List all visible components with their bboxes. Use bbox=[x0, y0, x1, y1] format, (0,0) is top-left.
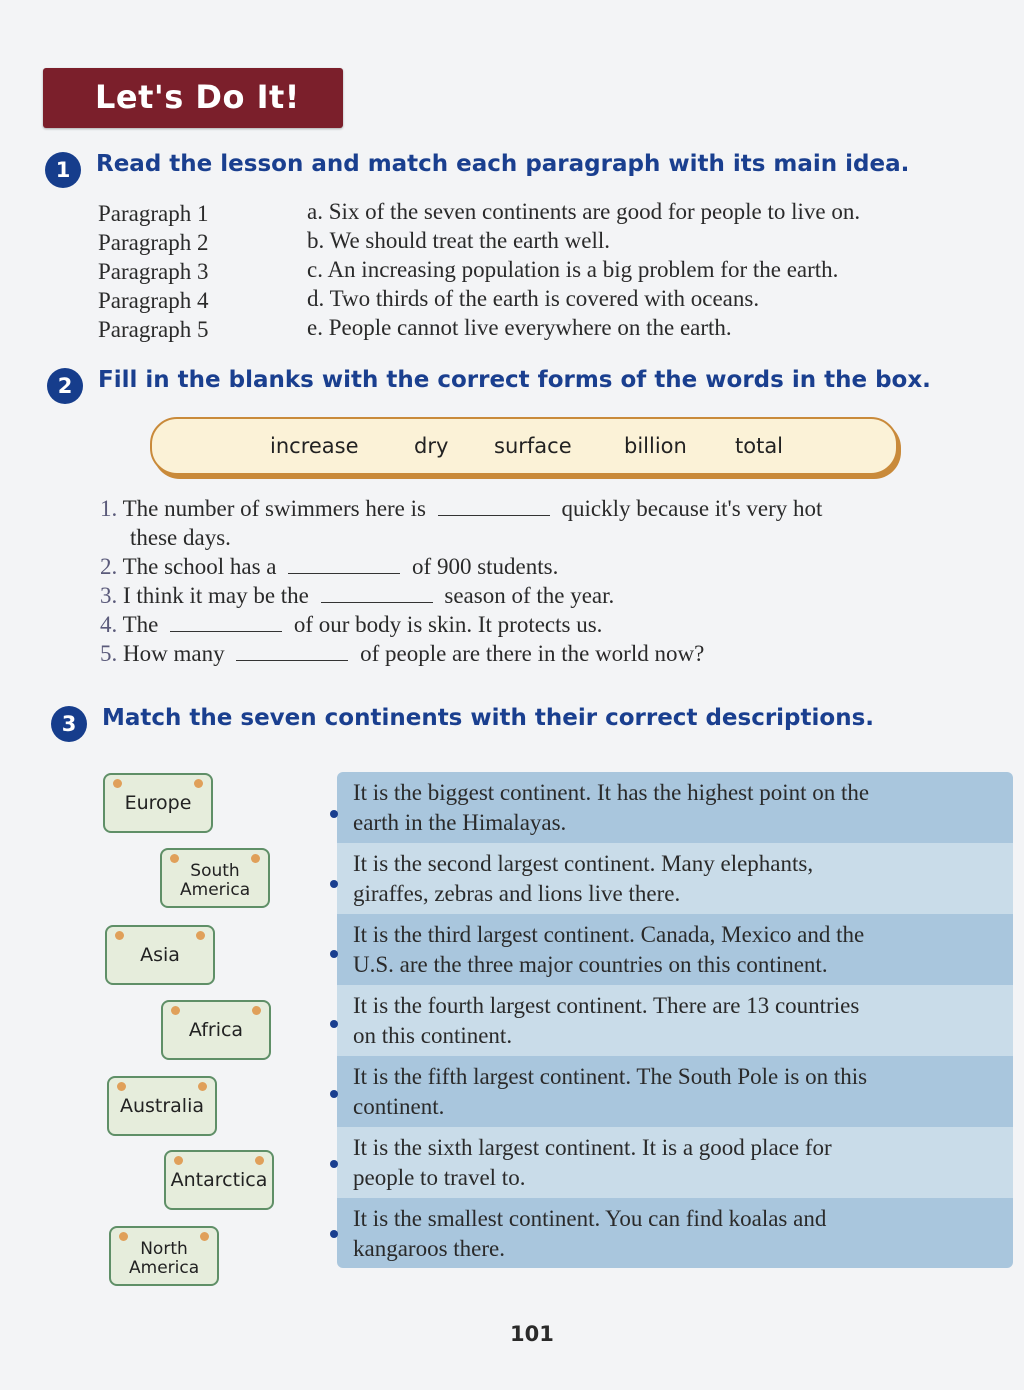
description-2[interactable]: It is the second largest continent. Many elephants, giraffes, zebras and lions live there. bbox=[337, 843, 1013, 914]
answer-blank[interactable] bbox=[438, 495, 550, 516]
sentence-3: 3. I think it may be the season of the year. bbox=[100, 583, 615, 608]
description-3[interactable]: It is the third largest continent. Canada, Mexico and the U.S. are the three major countries on this continent. bbox=[337, 914, 1013, 985]
continent-tag-south-america[interactable]: South America bbox=[160, 848, 270, 908]
main-idea-item: a. Six of the seven continents are good for people to live on. bbox=[307, 199, 861, 224]
continent-tag-asia[interactable]: Asia bbox=[105, 925, 215, 985]
match-dot-icon[interactable] bbox=[330, 1090, 338, 1098]
sentence-2: 2. The school has a of 900 students. bbox=[100, 554, 559, 579]
word-box-word: total bbox=[735, 434, 784, 458]
paragraph-label: Paragraph 4 bbox=[98, 288, 209, 313]
section-2-badge: 2 bbox=[47, 368, 83, 404]
continent-tag-australia[interactable]: Australia bbox=[107, 1076, 217, 1136]
paragraph-label: Paragraph 3 bbox=[98, 259, 209, 284]
pin-icon bbox=[252, 1006, 261, 1015]
fill-in-sentences bbox=[100, 494, 822, 668]
pin-icon bbox=[194, 779, 203, 788]
pin-icon bbox=[170, 854, 179, 863]
continent-tag-europe[interactable]: Europe bbox=[103, 773, 213, 833]
paragraph-label: Paragraph 1 bbox=[98, 201, 209, 226]
sentence-1: 1. The number of swimmers here is quickly because it's very hot bbox=[100, 496, 823, 521]
description-7[interactable]: It is the smallest continent. You can find koalas and kangaroos there. bbox=[337, 1198, 1013, 1268]
description-1[interactable]: It is the biggest continent. It has the highest point on the earth in the Himalayas. bbox=[337, 772, 1013, 843]
paragraph-label: Paragraph 2 bbox=[98, 230, 209, 255]
continent-tag-africa[interactable]: Africa bbox=[161, 1000, 271, 1060]
main-idea-item: b. We should treat the earth well. bbox=[307, 228, 611, 253]
section-3-badge: 3 bbox=[51, 706, 87, 742]
word-box bbox=[150, 417, 898, 475]
description-5[interactable]: It is the fifth largest continent. The South Pole is on this continent. bbox=[337, 1056, 1013, 1127]
match-dot-icon[interactable] bbox=[330, 880, 338, 888]
page-number: 101 bbox=[510, 1322, 554, 1346]
answer-blank[interactable] bbox=[321, 582, 433, 603]
match-dot-icon[interactable] bbox=[330, 1020, 338, 1028]
description-4[interactable]: It is the fourth largest continent. There are 13 countries on this continent. bbox=[337, 985, 1013, 1056]
sentence-5: 5. How many of people are there in the world now? bbox=[100, 641, 705, 666]
description-6[interactable]: It is the sixth largest continent. It is a good place for people to travel to. bbox=[337, 1127, 1013, 1198]
main-idea-item: e. People cannot live everywhere on the earth. bbox=[307, 315, 732, 340]
pin-icon bbox=[171, 1006, 180, 1015]
pin-icon bbox=[255, 1156, 264, 1165]
answer-blank[interactable] bbox=[236, 640, 348, 661]
sentence-4: 4. The of our body is skin. It protects us. bbox=[100, 612, 603, 637]
main-idea-item: c. An increasing population is a big problem for the earth. bbox=[307, 257, 839, 282]
pin-icon bbox=[119, 1232, 128, 1241]
section-1-instruction: Read the lesson and match each paragraph with its main idea. bbox=[96, 151, 910, 177]
lesson-banner bbox=[43, 68, 343, 128]
answer-blank[interactable] bbox=[288, 553, 400, 574]
word-box-word: billion bbox=[624, 434, 687, 458]
pin-icon bbox=[198, 1082, 207, 1091]
section-2-instruction: Fill in the blanks with the correct forms of the words in the box. bbox=[98, 367, 931, 393]
main-idea-item: d. Two thirds of the earth is covered with oceans. bbox=[307, 286, 760, 311]
continent-tag-antarctica[interactable]: Antarctica bbox=[164, 1150, 274, 1210]
match-dot-icon[interactable] bbox=[330, 810, 338, 818]
banner-title: Let's Do It! bbox=[95, 78, 300, 116]
section-1-badge: 1 bbox=[45, 152, 81, 188]
pin-icon bbox=[174, 1156, 183, 1165]
continent-tag-north-america[interactable]: North America bbox=[109, 1226, 219, 1286]
pin-icon bbox=[117, 1082, 126, 1091]
match-dot-icon[interactable] bbox=[330, 1230, 338, 1238]
section-3-instruction: Match the seven continents with their correct descriptions. bbox=[102, 705, 875, 731]
pin-icon bbox=[113, 779, 122, 788]
word-box-word: surface bbox=[494, 434, 572, 458]
answer-blank[interactable] bbox=[170, 611, 282, 632]
pin-icon bbox=[196, 931, 205, 940]
match-dot-icon[interactable] bbox=[330, 1160, 338, 1168]
sentence-1-continued: these days. bbox=[130, 525, 231, 550]
main-idea-list bbox=[307, 197, 860, 342]
paragraph-list bbox=[98, 199, 209, 344]
word-box-word: dry bbox=[414, 434, 449, 458]
pin-icon bbox=[200, 1232, 209, 1241]
description-panel bbox=[337, 772, 1013, 1268]
word-box-word: increase bbox=[270, 434, 359, 458]
pin-icon bbox=[251, 854, 260, 863]
paragraph-label: Paragraph 5 bbox=[98, 317, 209, 342]
pin-icon bbox=[115, 931, 124, 940]
match-dot-icon[interactable] bbox=[330, 950, 338, 958]
